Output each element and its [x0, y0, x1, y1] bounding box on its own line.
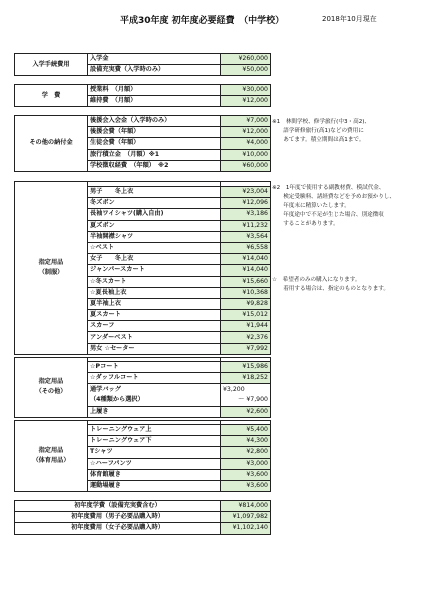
- total-amount: ¥814,000: [221, 501, 271, 512]
- item-label: 女子 冬上衣: [88, 254, 221, 265]
- note-line: 年度末に精算いたします。: [272, 203, 350, 209]
- amount: ¥3,186: [221, 209, 271, 220]
- item-label: アンダーベスト: [88, 332, 221, 343]
- item-label: Tシャツ: [88, 447, 221, 458]
- item-label: 後援会入会金（入学時のみ）: [88, 116, 221, 127]
- amount: ¥18,252: [221, 373, 271, 384]
- total-label: 初年度費用（女子必要品購入時）: [15, 523, 221, 534]
- item-label: 旅行積立金 （月額）※1: [88, 149, 221, 160]
- amount: ¥260,000: [221, 54, 271, 65]
- amount: ¥6,558: [221, 242, 271, 253]
- amount: ¥30,000: [221, 85, 271, 96]
- amount: ¥7,000: [221, 116, 271, 127]
- item-label: （4種類から選択）: [88, 395, 221, 406]
- amount: ¥14,040: [221, 265, 271, 276]
- uniform-table: [14, 181, 271, 355]
- amount: ¥12,000: [221, 96, 271, 107]
- tuition-table: [14, 84, 271, 107]
- amount: ¥60,000: [221, 160, 271, 171]
- note-line: ※1 林間学校、修学旅行(中3・高2)、: [272, 119, 371, 125]
- category-label: 指定用品 （その他）: [15, 358, 88, 418]
- amount: ¥23,004: [221, 187, 271, 198]
- page-title: 平成30年度 初年度必要経費 （中学校）: [120, 16, 285, 26]
- amount: ¥15,986: [221, 362, 271, 373]
- amount: ¥3,200: [221, 384, 271, 395]
- item-label: 体育館履き: [88, 469, 221, 480]
- item-label: スカーフ: [88, 321, 221, 332]
- item-label: 通学バッグ: [88, 384, 221, 395]
- entrance-fee-table: [14, 53, 271, 76]
- amount: ¥5,400: [221, 425, 271, 436]
- item-label: 半袖開襟シャツ: [88, 231, 221, 242]
- amount: ¥15,660: [221, 276, 271, 287]
- amount: ¥3,600: [221, 469, 271, 480]
- note-line: 着用する場合は、指定のものとなります。: [272, 286, 390, 292]
- note-2: [272, 184, 395, 229]
- amount: ¥10,368: [221, 287, 271, 298]
- category-label: 入学手続費用: [15, 54, 88, 76]
- item-label: 夏スカート: [88, 310, 221, 321]
- note-line: ☆ 希望者のみの購入になります。: [272, 277, 361, 283]
- item-label: 夏半袖上衣: [88, 298, 221, 309]
- amount: ¥12,000: [221, 127, 271, 138]
- total-label: 初年度学費（設備充実費含む）: [15, 501, 221, 512]
- item-label: 運動場履き: [88, 480, 221, 491]
- item-label: ☆冬スカート: [88, 276, 221, 287]
- item-label: ジャンパースカート: [88, 265, 221, 276]
- amount: ¥2,600: [221, 406, 271, 417]
- item-label: 上履き: [88, 406, 221, 417]
- item-label: 維持費 （月額）: [88, 96, 221, 107]
- category-label: 学 費: [15, 85, 88, 107]
- item-label: ☆夏長袖上衣: [88, 287, 221, 298]
- amount: ¥3,600: [221, 480, 271, 491]
- amount: ¥14,040: [221, 254, 271, 265]
- item-label: 入学金: [88, 54, 221, 65]
- total-label: 初年度費用（男子必要品購入時）: [15, 512, 221, 523]
- category-label: 指定用品 （体育用品）: [15, 421, 88, 492]
- item-label: ☆Pコート: [88, 362, 221, 373]
- note-line: 年度途中で不足が生じた場合、別途徴収: [272, 212, 384, 218]
- item-label: 後援会費（年額）: [88, 127, 221, 138]
- amount: ¥50,000: [221, 65, 271, 76]
- pe-goods-table: [14, 420, 271, 492]
- amount: ¥1,944: [221, 321, 271, 332]
- note-1: [272, 118, 370, 145]
- item-label: ☆ベスト: [88, 242, 221, 253]
- item-label: ☆ダッフルコート: [88, 373, 221, 384]
- note-line: することがあります。: [272, 221, 339, 227]
- item-label: 授業料 （月額）: [88, 85, 221, 96]
- item-label: 学校徴収経費 （年額） ※2: [88, 160, 221, 171]
- note-line: ※2 1年度で使用する副教材費、模試代金、: [272, 185, 385, 191]
- item-label: 生徒会費（年額）: [88, 138, 221, 149]
- amount: ～ ¥7,900: [221, 395, 271, 406]
- amount: ¥10,000: [221, 149, 271, 160]
- item-label: 夏ズボン: [88, 220, 221, 231]
- category-label: 指定用品 （制服）: [15, 182, 88, 355]
- item-label: 設備充実費（入学時のみ）: [88, 65, 221, 76]
- note-line: 検定受験料、諸経費などを予めお預かりし、: [272, 194, 396, 200]
- total-amount: ¥1,102,140: [221, 523, 271, 534]
- note-3: [272, 276, 389, 294]
- date-label: 2018年10月現在: [322, 15, 377, 23]
- item-label: 男子 冬上衣: [88, 187, 221, 198]
- item-label: 冬ズボン: [88, 198, 221, 209]
- amount: ¥7,992: [221, 343, 271, 354]
- amount: ¥4,000: [221, 138, 271, 149]
- amount: ¥2,800: [221, 447, 271, 458]
- item-label: トレーニングウェア下: [88, 436, 221, 447]
- amount: ¥12,096: [221, 198, 271, 209]
- amount: ¥4,300: [221, 436, 271, 447]
- total-amount: ¥1,097,982: [221, 512, 271, 523]
- totals-table: [14, 500, 271, 535]
- amount: ¥11,232: [221, 220, 271, 231]
- amount: ¥3,564: [221, 231, 271, 242]
- item-label: トレーニングウェア上: [88, 425, 221, 436]
- amount: ¥3,000: [221, 458, 271, 469]
- category-label: その他の納付金: [15, 116, 88, 172]
- item-label: 長袖ワイシャツ(購入自由): [88, 209, 221, 220]
- amount: ¥9,828: [221, 298, 271, 309]
- item-label: 男女 ☆セーター: [88, 343, 221, 354]
- note-line: 語学研修旅行(高1)などの費用に: [272, 128, 364, 134]
- item-label: ☆ハーフパンツ: [88, 458, 221, 469]
- other-goods-table: [14, 357, 271, 418]
- note-line: あてます。積立期間は高1まで。: [272, 137, 365, 143]
- amount: ¥2,376: [221, 332, 271, 343]
- other-payments-table: [14, 115, 271, 172]
- amount: ¥15,012: [221, 310, 271, 321]
